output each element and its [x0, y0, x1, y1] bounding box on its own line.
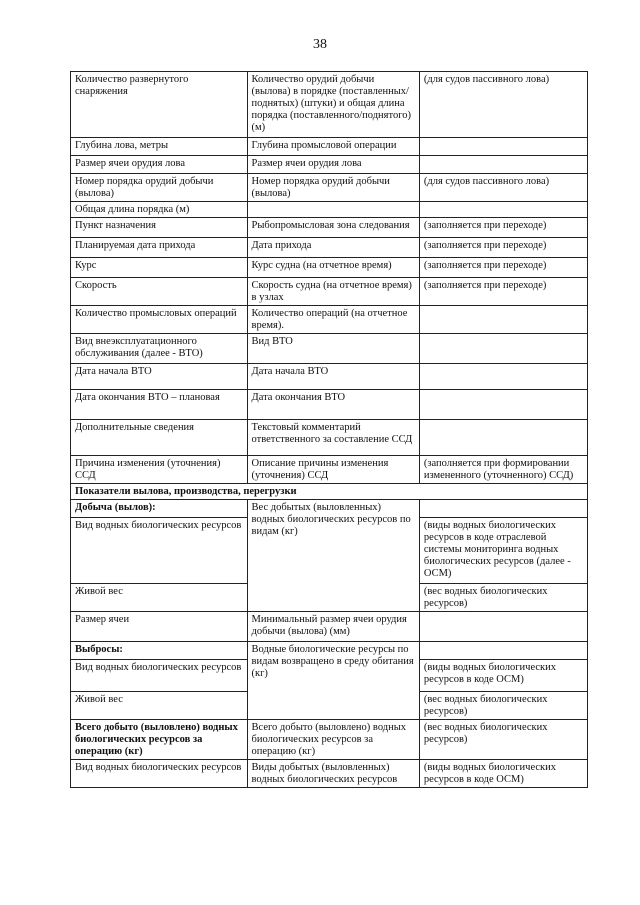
table-cell-c2: Дата начала ВТО	[247, 364, 419, 390]
table-row	[71, 500, 588, 518]
table-row	[71, 174, 588, 202]
discards-weight-note: (вес водных биологических ресурсов)	[419, 692, 587, 720]
table-cell-c3	[419, 306, 587, 334]
table-row	[71, 642, 588, 660]
discards-species-note: (виды водных биологических ресурсов в коде ОСМ)	[419, 660, 587, 692]
table-cell-c3: (для судов пассивного лова)	[419, 174, 587, 202]
catch-weight-description: Вес добытых (выловленных) водных биологических ресурсов по видам (кг)	[247, 500, 419, 612]
table-row	[71, 420, 588, 456]
table-cell-c1: Пункт назначения	[71, 218, 248, 238]
table-cell-c3	[419, 138, 587, 156]
table-cell-c2: Количество орудий добычи (вылова) в порядке (поставленных/поднятых) (штуки) и общая длина порядка (поставленного/поднятого) (м)	[247, 72, 419, 138]
table-cell-c1: Дата окончания ВТО – плановая	[71, 390, 248, 420]
table-row	[71, 306, 588, 334]
table-cell-c1: Скорость	[71, 278, 248, 306]
catch-weight-note: (вес водных биологических ресурсов)	[419, 584, 587, 612]
discards-species-label: Вид водных биологических ресурсов	[71, 660, 248, 692]
table-cell-c1: Количество развернутого снаряжения	[71, 72, 248, 138]
table-cell-c2: Количество операций (на отчетное время).	[247, 306, 419, 334]
table-cell-c3	[419, 334, 587, 364]
table-row	[71, 238, 588, 258]
table-cell-c3: (заполняется при переходе)	[419, 238, 587, 258]
table-cell-c3: (для судов пассивного лова)	[419, 72, 587, 138]
table-cell-c1: Курс	[71, 258, 248, 278]
last-label: Вид водных биологических ресурсов	[71, 760, 248, 788]
table-cell-c2: Рыбопромысловая зона следования	[247, 218, 419, 238]
table-row	[71, 138, 588, 156]
table-cell-c1: Дата начала ВТО	[71, 364, 248, 390]
ssd-fields-table	[70, 71, 588, 788]
table-cell-c2: Вид ВТО	[247, 334, 419, 364]
catch-species-label: Вид водных биологических ресурсов	[71, 518, 248, 584]
catch-header: Добыча (вылов):	[71, 500, 248, 518]
table-cell-c2: Размер ячеи орудия лова	[247, 156, 419, 174]
discards-description: Водные биологические ресурсы по видам возвращено в среду обитания (кг)	[247, 642, 419, 720]
discards-header: Выбросы:	[71, 642, 248, 660]
table-row	[71, 390, 588, 420]
table-cell-c1: Планируемая дата прихода	[71, 238, 248, 258]
discards-weight-label: Живой вес	[71, 692, 248, 720]
table-cell-c2: Курс судна (на отчетное время)	[247, 258, 419, 278]
table-row	[71, 258, 588, 278]
table-row	[71, 720, 588, 760]
table-row	[71, 278, 588, 306]
table-row	[71, 612, 588, 642]
table-cell-c1: Размер ячеи орудия лова	[71, 156, 248, 174]
table-row	[71, 364, 588, 390]
table-row	[71, 72, 588, 138]
table-cell-c3	[419, 420, 587, 456]
table-cell-c1: Причина изменения (уточнения) ССД	[71, 456, 248, 484]
last-note: (виды водных биологических ресурсов в коде ОСМ)	[419, 760, 587, 788]
table-cell-c2: Описание причины изменения (уточнения) ССД	[247, 456, 419, 484]
table-cell-c2: Номер порядка орудий добычи (вылова)	[247, 174, 419, 202]
table-cell-c3: (заполняется при переходе)	[419, 258, 587, 278]
table-row	[71, 156, 588, 174]
table-row	[71, 218, 588, 238]
section-title: Показатели вылова, производства, перегрузки	[71, 484, 588, 500]
section-row	[71, 484, 588, 500]
table-cell-c3: (заполняется при переходе)	[419, 218, 587, 238]
table-cell-c2	[247, 202, 419, 218]
table-cell-c1: Вид внеэксплуатационного обслуживания (далее - ВТО)	[71, 334, 248, 364]
total-note: (вес водных биологических ресурсов)	[419, 720, 587, 760]
table-cell-c3	[419, 156, 587, 174]
catch-weight-label: Живой вес	[71, 584, 248, 612]
table-cell-c3: (заполняется при переходе)	[419, 278, 587, 306]
table-cell-c1: Номер порядка орудий добычи (вылова)	[71, 174, 248, 202]
total-label: Всего добыто (выловлено) водных биологических ресурсов за операцию (кг)	[71, 720, 248, 760]
table-cell-c2: Дата окончания ВТО	[247, 390, 419, 420]
total-description: Всего добыто (выловлено) водных биологических ресурсов за операцию (кг)	[247, 720, 419, 760]
table-row	[71, 202, 588, 218]
table-cell-c3	[419, 390, 587, 420]
table-cell-c1: Количество промысловых операций	[71, 306, 248, 334]
table-cell-c3	[419, 202, 587, 218]
table-cell-c1: Дополнительные сведения	[71, 420, 248, 456]
table-row	[71, 456, 588, 484]
table-cell-c2: Дата прихода	[247, 238, 419, 258]
table-cell-c2: Глубина промысловой операции	[247, 138, 419, 156]
table-row	[71, 760, 588, 788]
page-number: 38	[313, 37, 327, 52]
mesh-label: Размер ячеи	[71, 612, 248, 642]
last-description: Виды добытых (выловленных) водных биологических ресурсов	[247, 760, 419, 788]
table-cell-c2: Текстовый комментарий ответственного за составление ССД	[247, 420, 419, 456]
table-cell-c3	[419, 364, 587, 390]
table-cell-c1: Общая длина порядка (м)	[71, 202, 248, 218]
catch-species-note: (виды водных биологических ресурсов в коде отраслевой системы мониторинга водных биологических ресурсов (далее - ОСМ)	[419, 518, 587, 584]
table-row	[71, 334, 588, 364]
table-cell-c3: (заполняется при формировании измененного (уточненного) ССД)	[419, 456, 587, 484]
table-cell-c2: Скорость судна (на отчетное время) в узлах	[247, 278, 419, 306]
table-cell-c1: Глубина лова, метры	[71, 138, 248, 156]
mesh-description: Минимальный размер ячеи орудия добычи (вылова) (мм)	[247, 612, 419, 642]
